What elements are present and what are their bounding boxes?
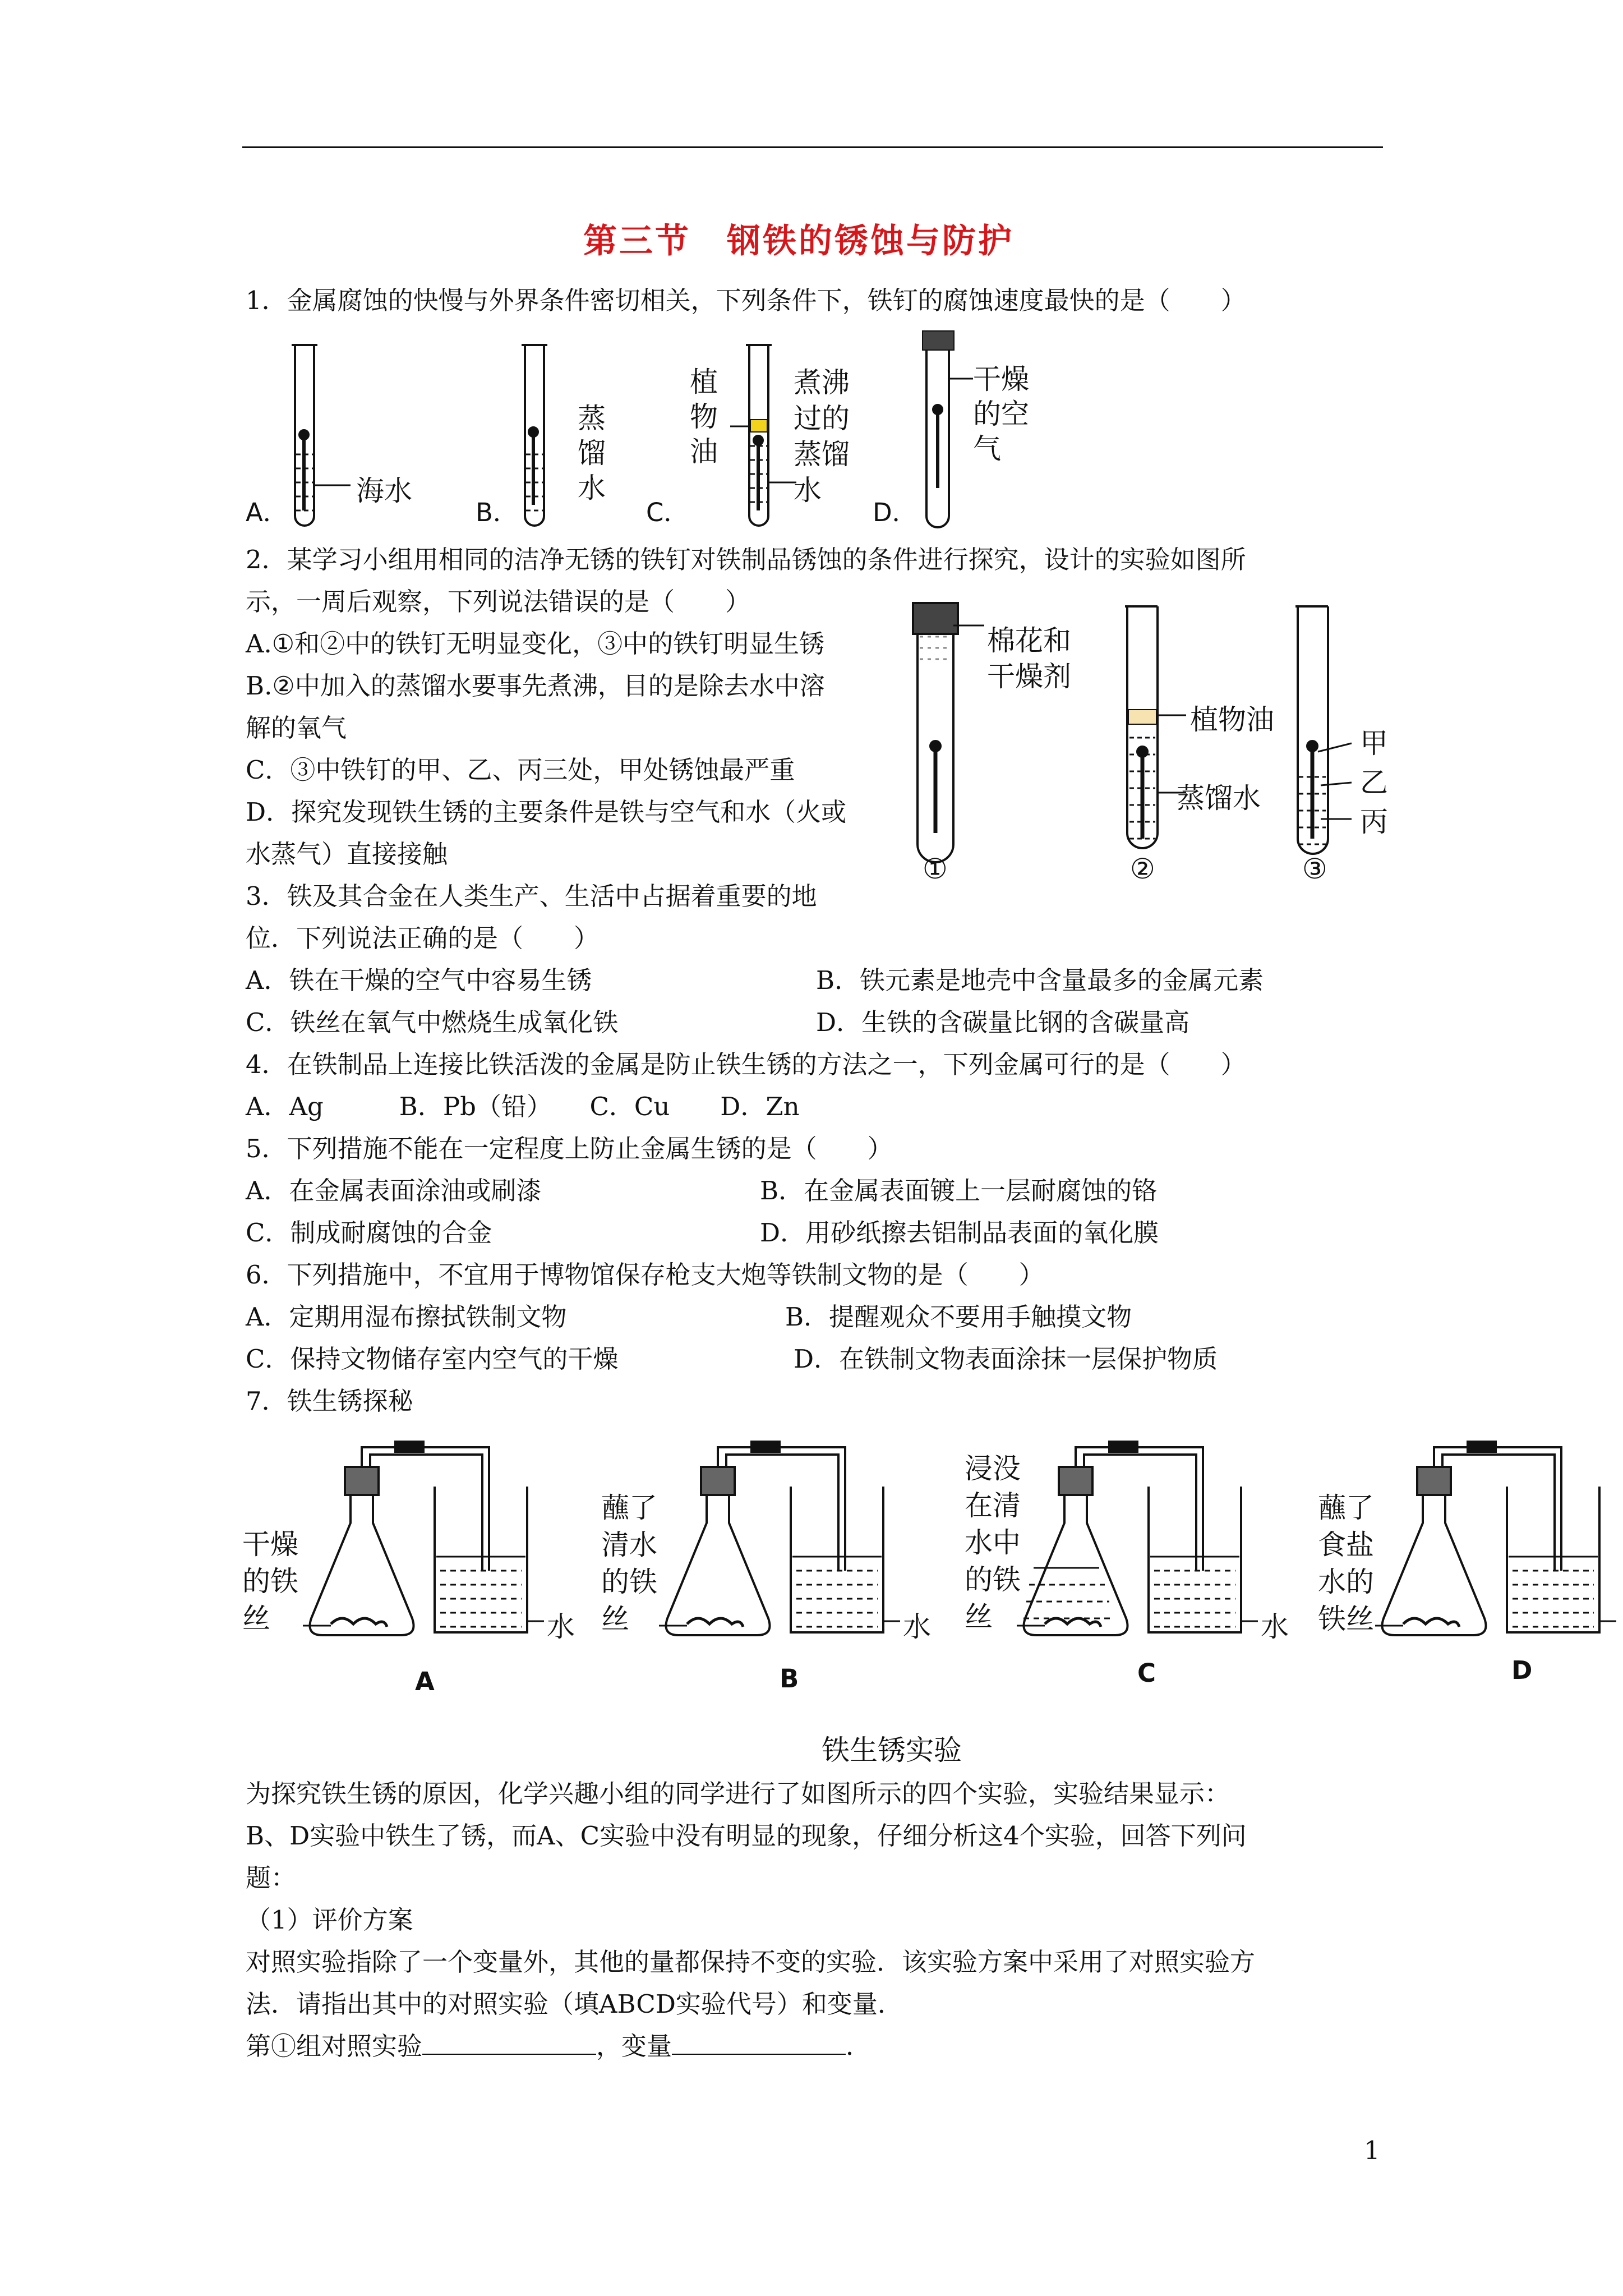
q6-option-a: A．定期用湿布擦拭铁制文物 <box>246 1302 567 1332</box>
q7-fill-prefix: 第①组对照实验 <box>246 2031 423 2061</box>
page-number: 1 <box>1364 2136 1380 2165</box>
q5-option-a: A．在金属表面涂油或刷漆 <box>246 1176 542 1205</box>
q7-paragraph-line1: 为探究铁生锈的原因，化学兴趣小组的同学进行了如图所示的四个实验，实验结果显示： <box>246 1779 1230 1809</box>
q2-t3-yi: 乙 <box>1360 766 1388 799</box>
q2-num-1: ① <box>923 853 948 885</box>
q2-t2-oil: 植物油 <box>1190 703 1274 736</box>
q4-options: A．Ag B．Pb（铅） C．Cu D．Zn <box>246 1092 800 1121</box>
header-rule <box>242 146 1383 148</box>
q7-fill-line <box>246 2031 871 2062</box>
q2-t1-label: 棉花和干燥剂 <box>987 624 1071 693</box>
q2-t2-water: 蒸馏水 <box>1177 782 1261 815</box>
page-title: 第三节 钢铁的锈蚀与防护 <box>583 222 1014 261</box>
q7-c-label: 浸没在清水中的铁丝 <box>965 1452 1021 1633</box>
q7-letter-d: D <box>1511 1655 1533 1685</box>
q7-water-b: 水 <box>903 1611 931 1643</box>
q1-c-oil: 植物油 <box>690 366 718 468</box>
q7-paragraph-line2: B、D实验中铁生了锈，而A、C实验中没有明显的现象，仔细分析这4个实验，回答下列问 <box>246 1821 1247 1851</box>
q1-d-label: 干燥的空气 <box>973 363 1029 465</box>
q3-option-b: B．铁元素是地壳中含量最多的金属元素 <box>816 965 1264 995</box>
q1-opt-b: B． <box>476 498 518 527</box>
q3-option-d: D．生铁的含碳量比钢的含碳量高 <box>816 1007 1190 1037</box>
q1-a-label: 海水 <box>356 475 412 507</box>
q1-c-water: 煮沸过的蒸馏水 <box>794 366 850 507</box>
q6-option-d: D．在铁制文物表面涂抹一层保护物质 <box>794 1344 1218 1374</box>
q5-option-c: C．制成耐腐蚀的合金 <box>246 1218 492 1248</box>
q2-t3-bing: 丙 <box>1360 806 1388 838</box>
q1-opt-c: C． <box>646 498 689 527</box>
q7-stem: 7．铁生锈探秘 <box>246 1386 413 1416</box>
q7-paragraph-line4: 对照实验指除了一个变量外，其他的量都保持不变的实验．该实验方案中采用了对照实验方 <box>246 1947 1256 1977</box>
q2-tubes-diagram <box>903 597 1408 895</box>
q7-blank-group[interactable] <box>422 2031 596 2055</box>
q7-letter-c: C <box>1137 1658 1156 1688</box>
q7-water-a: 水 <box>547 1611 575 1643</box>
q3-stem-line1: 3．铁及其合金在人类生产、生活中占据着重要的地 <box>246 881 817 911</box>
q7-blank-variable[interactable] <box>672 2031 846 2055</box>
q7-paragraph-line3: 题： <box>246 1863 297 1893</box>
q2-stem-line1: 2．某学习小组用相同的洁净无锈的铁钉对铁制品锈蚀的条件进行探究，设计的实验如图所 <box>246 545 1246 574</box>
q7-paragraph-line5: 法．请指出其中的对照实验（填ABCD实验代号）和变量． <box>246 1989 903 2019</box>
q3-stem-line2: 位．下列说法正确的是（ ） <box>246 923 600 953</box>
q1-opt-d: D． <box>873 498 917 527</box>
q7-letter-b: B <box>780 1664 799 1694</box>
q7-figure <box>241 1433 1621 1714</box>
q3-option-a: A．铁在干燥的空气中容易生锈 <box>246 965 592 995</box>
q7-a-label: 干燥的铁丝 <box>242 1528 298 1635</box>
q2-num-2: ② <box>1130 853 1155 885</box>
q6-option-c: C．保持文物储存室内空气的干燥 <box>246 1344 619 1374</box>
q1-figure <box>241 331 1082 533</box>
q5-option-b: B．在金属表面镀上一层耐腐蚀的铬 <box>760 1176 1158 1205</box>
q4-stem: 4．在铁制品上连接比铁活泼的金属是防止铁生锈的方法之一，下列金属可行的是（ ） <box>246 1050 1246 1079</box>
q2-option-a: A.①和②中的铁钉无明显变化，③中的铁钉明显生锈 <box>246 629 825 659</box>
q7-b-label: 蘸了清水的铁丝 <box>601 1492 657 1635</box>
q6-option-b: B．提醒观众不要用手触摸文物 <box>785 1302 1132 1332</box>
q1-b-label: 蒸馏水 <box>578 402 606 504</box>
q2-option-c: C．③中铁钉的甲、乙、丙三处，甲处锈蚀最严重 <box>246 755 795 785</box>
q2-option-b-line1: B.②中加入的蒸馏水要事先煮沸，目的是除去水中溶 <box>246 671 825 701</box>
q7-sub1-heading: （1）评价方案 <box>246 1905 413 1935</box>
q7-d-label: 蘸了食盐水的铁丝 <box>1318 1492 1374 1635</box>
q2-option-b-line2: 解的氧气 <box>246 713 347 743</box>
q6-stem: 6．下列措施中，不宜用于博物馆保存枪支大炮等铁制文物的是（ ） <box>246 1260 1044 1290</box>
q5-option-d: D．用砂纸擦去铝制品表面的氧化膜 <box>760 1218 1159 1248</box>
q7-flask-diagram <box>241 1433 1621 1714</box>
q7-figure-caption: 铁生锈实验 <box>822 1734 962 1766</box>
q2-stem-line2: 示，一周后观察，下列说法错误的是（ ） <box>246 587 751 616</box>
q1-stem: 1．金属腐蚀的快慢与外界条件密切相关，下列条件下，铁钉的腐蚀速度最快的是（ ） <box>246 286 1246 315</box>
q3-option-c: C．铁丝在氧气中燃烧生成氧化铁 <box>246 1007 619 1037</box>
q7-letter-a: A <box>415 1667 435 1696</box>
q7-water-c: 水 <box>1261 1611 1289 1643</box>
q1-opt-a: A． <box>246 498 288 527</box>
q2-t3-jia: 甲 <box>1360 727 1388 760</box>
q2-option-d-line1: D．探究发现铁生锈的主要条件是铁与空气和水（火或 <box>246 797 847 827</box>
q2-option-d-line2: 水蒸气）直接接触 <box>246 839 448 869</box>
q7-fill-mid: ，变量 <box>596 2031 672 2061</box>
q5-stem: 5．下列措施不能在一定程度上防止金属生锈的是（ ） <box>246 1134 893 1163</box>
q2-num-3: ③ <box>1302 853 1327 885</box>
q7-fill-end: ． <box>846 2031 872 2061</box>
q2-figure <box>903 597 1408 895</box>
